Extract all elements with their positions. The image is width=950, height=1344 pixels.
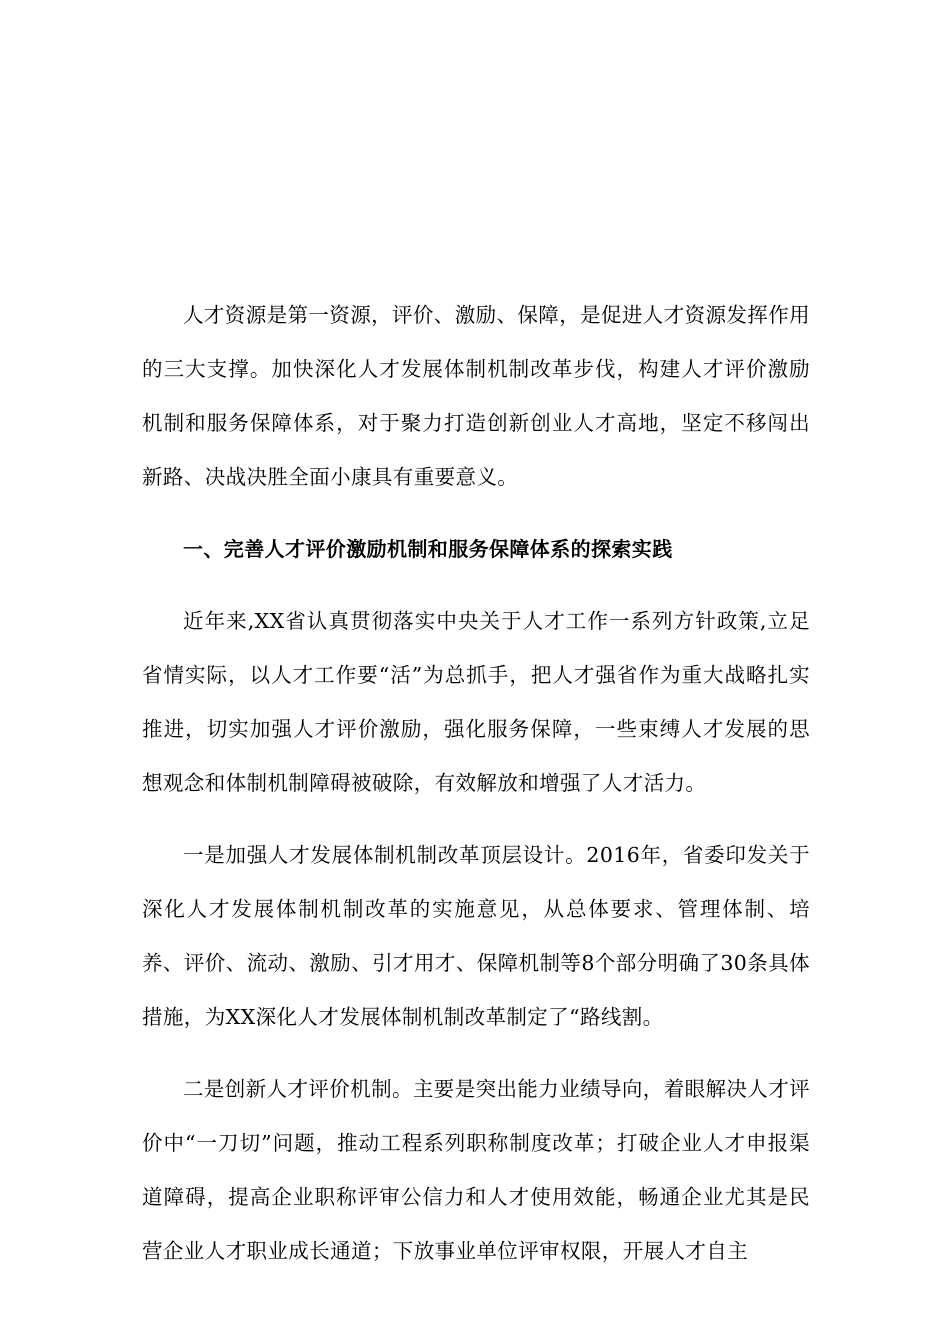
paragraph-gap	[142, 810, 810, 828]
paragraph-gap	[142, 576, 810, 594]
practice-paragraph: 近年来,XX省认真贯彻落实中央关于人才工作一系列方针政策,立足省情实际，以人才工作要“活”为总抓手，把人才强省作为重大战略扎实推进，切实加强人才评价激励，强化服务保障，一些束缚人才发展的思想观念和体制机制障碍被破除，有效解放和增强了人才活力。	[142, 609, 810, 795]
paragraph-gap	[142, 1044, 810, 1062]
section-heading: 一、完善人才评价激励机制和服务保障体系的探索实践	[183, 537, 673, 561]
paragraph-gap	[142, 504, 810, 522]
document-body	[142, 288, 810, 1278]
intro-paragraph: 人才资源是第一资源，评价、激励、保障，是促进人才资源发挥作用的三大支撑。加快深化人才发展体制机制改革步伐，构建人才评价激励机制和服务保障体系，对于聚力打造创新创业人才高地，坚定不移闯出新路、决战决胜全面小康具有重要意义。	[142, 303, 810, 489]
point-one-paragraph: 一是加强人才发展体制机制改革顶层设计。2016年，省委印发关于深化人才发展体制机制改革的实施意见，从总体要求、管理体制、培养、评价、流动、激励、引才用才、保障机制等8个部分明确了30条具体措施，为XX深化人才发展体制机制改革制定了“路线割。	[142, 843, 810, 1029]
point-two-paragraph: 二是创新人才评价机制。主要是突出能力业绩导向，着眼解决人才评价中“一刀切”问题，推动工程系列职称制度改革；打破企业人才申报渠道障碍，提高企业职称评审公信力和人才使用效能，畅通企业尤其是民营企业人才职业成长通道；下放事业单位评审权限，开展人才自主	[142, 1077, 810, 1263]
